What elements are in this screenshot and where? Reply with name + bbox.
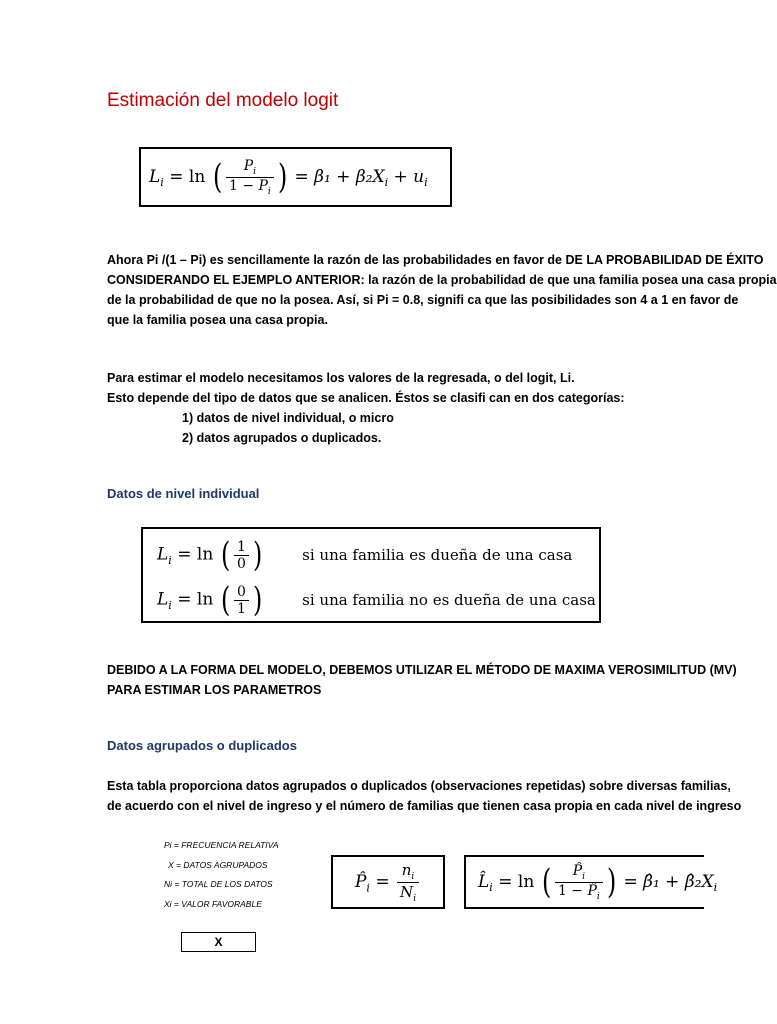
list-item: 2) datos agrupados o duplicados.: [182, 431, 382, 445]
legend-item: Xi = VALOR FAVORABLE: [164, 898, 262, 909]
paragraph-estimation-line2: Esto depende del tipo de datos que se analicen. Éstos se clasifi can en dos categorías:: [107, 391, 625, 405]
logit-equation: $L_i = \ln$ ( $\frac{P_i}{1 - P_i}$ ) = $\beta_1 + \beta_2X_i + u_i$: [149, 157, 428, 197]
paragraph-estimation-line1: Para estimar el modelo necesitamos los valores de la regresada, o del logit, Li.: [107, 371, 575, 385]
legend-item: Pi = FRECUENCIA RELATIVA: [164, 840, 279, 850]
section-title-individual: Datos de nivel individual: [107, 486, 260, 501]
relative-frequency-equation-box: $P̂_i$ = $\frac{n_i}{N_i}$: [331, 855, 445, 909]
paragraph-odds: [107, 250, 777, 330]
individual-equation-row-nonowner: $L_i = \ln$ ( $\frac{0}{1}$ ) si una familia no es dueña de una casa: [157, 580, 596, 620]
paragraph-grouped-line2: de acuerdo con el nivel de ingreso y el número de familias que tienen casa propia en cada nivel de ingreso: [107, 799, 742, 813]
table-header-x-label: X: [214, 935, 223, 949]
paragraph-odds-line1: Ahora Pi /(1 – Pi) es sencillamente la razón de las probabilidades en favor de DE LA PROBABILIDAD DE ÉXITO: [107, 253, 764, 267]
paragraph-odds-line4: que la familia posea una casa propia.: [107, 313, 328, 327]
paragraph-odds-line2: CONSIDERANDO EL EJEMPLO ANTERIOR: la razón de la probabilidad de que una familia posea una casa propia: [107, 273, 777, 287]
estimated-logit-equation-box: $L̂_i = \ln$ ( $\frac{P̂_i}{1 - P̂_i}$ ) = β̂₁ + $\betâ_2X_i$: [464, 855, 704, 909]
legend-item: X = DATOS AGRUPADOS: [168, 859, 268, 870]
page-title: Estimación del modelo logit: [107, 90, 339, 111]
logit-equation-box: [139, 147, 452, 207]
paragraph-odds-line3: de la probabilidad de que no la posea. Así, si Pi = 0.8, signifi ca que las posibilidades son 4 a 1 en favor de: [107, 293, 739, 307]
paragraph-mle-line2: PARA ESTIMAR LOS PARAMETROS: [107, 683, 322, 697]
paragraph-estimation: [107, 368, 625, 448]
paragraph-mle: [107, 660, 737, 700]
paragraph-grouped: [107, 776, 742, 816]
section-title-grouped: Datos agrupados o duplicados: [107, 738, 297, 753]
paragraph-mle-line1: DEBIDO A LA FORMA DEL MODELO, DEBEMOS UTILIZAR EL MÉTODO DE MAXIMA VEROSIMILITUD (MV): [107, 663, 737, 677]
individual-equation-owner-text: si una familia es dueña de una casa: [302, 546, 573, 564]
legend-item: Ni = TOTAL DE LOS DATOS: [164, 879, 273, 889]
individual-equation-row-owner: $L_i = \ln$ ( $\frac{1}{0}$ ) si una familia es dueña de una casa: [157, 535, 573, 575]
list-item: 1) datos de nivel individual, o micro: [182, 411, 394, 425]
variable-legend: [164, 840, 279, 918]
individual-equation-nonowner-text: si una familia no es dueña de una casa: [302, 591, 596, 609]
paragraph-grouped-line1: Esta tabla proporciona datos agrupados o duplicados (observaciones repetidas) sobre diversas familias,: [107, 779, 731, 793]
table-header-x: [181, 932, 256, 952]
individual-data-equation-box: [141, 527, 601, 623]
